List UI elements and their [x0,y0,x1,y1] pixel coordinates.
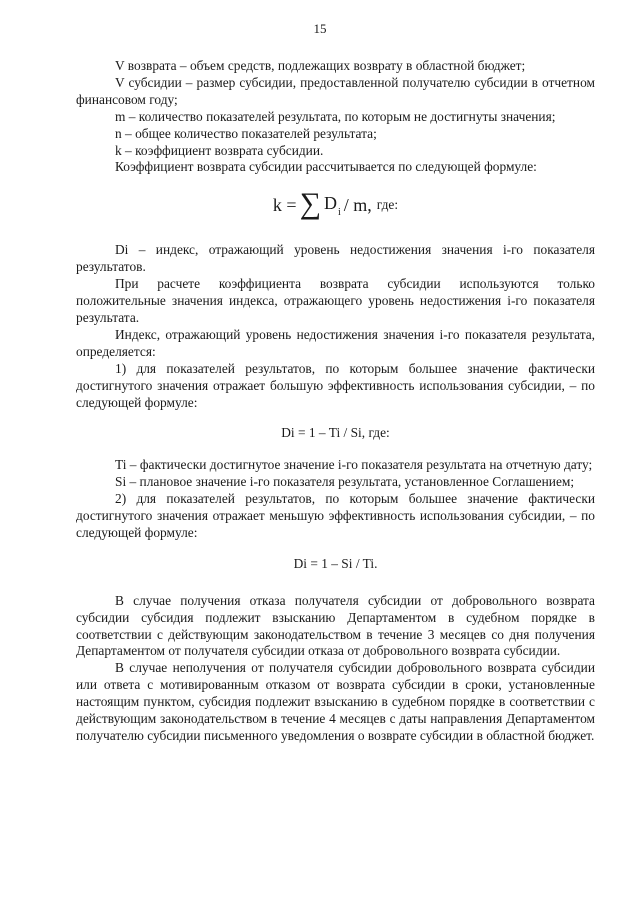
document-body [76,58,595,745]
definition-k: k – коэффициент возврата субсидии. [115,142,324,158]
formula-k [76,187,595,221]
formula-d2: Di = 1 – Si / Ti. [293,555,378,571]
formula-intro: Коэффициент возврата субсидии рассчитывается по следующей формуле: [115,159,537,175]
definition-n: n – общее количество показателей результата; [115,125,377,141]
definition-v-subsidy: V субсидии – размер субсидии, предоставленной получателю субсидии в отчетном финансовом году; [76,74,595,107]
case-2: 2) для показателей результатов, по которым большее значение фактически достигнутого значения отражает меньшую эффективность использования субсидии, – по следующей формуле: [76,491,595,540]
definition-m: m – количество показателей результата, по которым не достигнуты значения; [115,108,556,124]
formula-k-term: $D_i$ [323,192,341,218]
definition-di: Di – индекс, отражающий уровень недостижения значения i-го показателя результатов. [76,242,595,275]
refusal-paragraph: В случае получения отказа получателя субсидии от добровольного возврата субсидии субсидия подлежит взысканию Департаментом в судебном порядке в соответствии с действующим законодательством в течение 3 месяцев со дня получения Департаментом от получателя субсидии отказа от добровольного возврата субсидии. [76,592,595,659]
index-definition: Индекс, отражающий уровень недостижения значения i-го показателя результата, определяется: [76,326,595,359]
formula-k-lhs: k = [272,194,297,215]
definition-v-return: V возврата – объем средств, подлежащих возврату в областной бюджет; [115,58,526,73]
formula-d1: Di = 1 – Ti / Si, где: [281,425,390,441]
sigma-symbol: ∑ [299,187,321,221]
case-1: 1) для показателей результатов, по которым большее значение фактически достигнутого значения отражает большую эффективность использования субсидии, – по следующей формуле: [76,360,595,410]
formula-k-rest: / m, [343,194,372,215]
definition-ti: Ti – фактически достигнутое значение i-го показателя результата на отчетную дату; [115,457,593,473]
definition-si: Si – плановое значение i-го показателя результата, установленное Соглашением; [115,474,575,490]
formula-k-suffix: где: [376,196,399,212]
page-number: 15 [313,21,327,36]
non-receipt-paragraph: В случае неполучения от получателя субсидии добровольного возврата субсидии или ответа с мотивированным отказом от возврата субсидии в сроки, установленные настоящим пунктом, субсидия подлежит взысканию в судебном порядке в соответствии с действующим законодательством в течение 4 месяцев с даты направления Департаментом получателю субсидии письменного уведомления о возврате субсидии в областной бюджет. [76,660,595,743]
formula-k-subscript: i [337,206,341,218]
positive-values-note: При расчете коэффициента возврата субсидии используются только положительные значения индекса, отражающего уровень недостижения i-го показателя результата. [76,276,595,325]
